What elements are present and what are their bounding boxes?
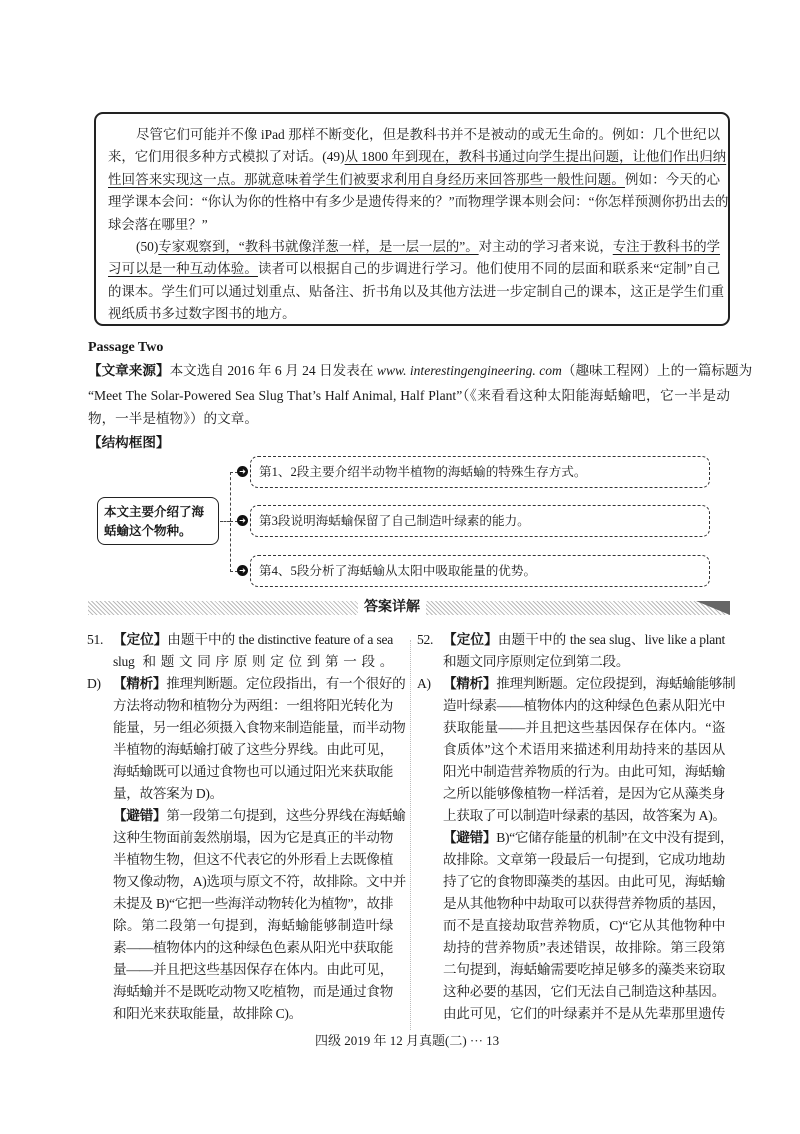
source-line	[88, 359, 753, 383]
answer-column-right	[417, 629, 736, 1025]
underlined-sentence-49: 性回答来实现这一点。那就意味着学生们被要求利用自身经历来回答那些一般性问题。	[108, 171, 625, 187]
answer-line: 劫持的营养物质”表述错误，故排除。第三段第	[443, 940, 725, 955]
answer-line: 素——植物体内的这种绿色色素从阳光中获取能	[113, 940, 393, 955]
box-line	[108, 303, 720, 325]
source-line	[88, 384, 730, 407]
passage-two-section	[88, 336, 753, 455]
answer-line	[443, 827, 734, 849]
answer-line: 方法将动物和植物分为两组：一组将阳光转化为	[113, 698, 393, 713]
underlined-sentence-50: 专家观察到，“教科书就像洋葱一样，是一层一层的”。	[158, 239, 479, 255]
section-tag: 【避错】	[113, 808, 167, 824]
text: 本文选自 2016 年 6 月 24 日发表在	[169, 363, 377, 379]
text: 由题干中的 the sea slug、live like a plant	[497, 632, 725, 647]
text: (50)	[136, 239, 159, 255]
box-line	[108, 214, 720, 236]
underlined-sentence-50: 专注于教科书的学	[612, 239, 721, 255]
answer-line: 量，故答案为 D)。	[113, 786, 223, 801]
answer-line: 这种生物面前轰然崩塌，因为它是真正的半动物	[113, 830, 393, 845]
answer-line: 食质体”这个术语用来描述利用劫持来的基因从	[443, 742, 725, 757]
section-tag: 【定位】	[113, 632, 168, 648]
underlined-sentence-50: 习可以是一种互动体验。	[108, 261, 258, 277]
answer-line: 二句提到，海蛞蝓需要吃掉足够多的藻类来窃取	[443, 962, 725, 977]
text: 尽管它们可能并不像 iPad 那样不断变化，但是教科书并不是被动的或无生命的。例如：几个世纪以	[136, 127, 720, 142]
answer-line: 和阳光来获取能量，故排除 C)。	[113, 1006, 302, 1021]
answer-line	[417, 629, 725, 651]
box-line	[108, 124, 720, 146]
connector-line	[220, 521, 230, 522]
answer-line: 半植物的海蛞蝓打破了这些分界线。由此可见，	[113, 742, 393, 757]
diagram-main-box	[97, 497, 219, 545]
section-heading: Passage Two	[88, 340, 164, 355]
answer-line: slug 和题文同序原则定位到第一段。	[113, 654, 393, 669]
banner-title: 答案详解	[358, 597, 426, 617]
answer-line: 上获取了可以制造叶绿素的基因，故答案为 A)。	[443, 808, 726, 823]
text: 读者可以根据自己的步调进行学习。他们使用不同的层面和联系来“定制”自己	[257, 261, 720, 277]
diagram-branch: 第1、2段主要介绍半动物半植物的海蛞蝓的特殊生存方式。	[250, 456, 710, 488]
box-line	[108, 169, 720, 191]
answer-line: 能量，另一组必须摄入食物来制造能量，而半动物	[113, 720, 406, 735]
answer-line: 量——并且把这些基因保存在体内。由此可见，	[113, 962, 393, 977]
answer-line: 未提及 B)“它把一些海洋动物转化为植物”，故排	[113, 896, 394, 911]
answer-line: 持了它的食物即藻类的基因。由此可见，海蛞蝓	[443, 874, 725, 889]
text: 推理判断题。定位段指出，有一个很好的	[166, 676, 406, 691]
text: 蛞蝓这个物种。	[104, 523, 192, 538]
answer-line	[417, 673, 736, 695]
answer-line: 物又像动物，A)选项与原文不符，故排除。文中并	[113, 874, 406, 889]
section-tag: 【精析】	[443, 676, 497, 692]
answer-line: 半植物生物，但这不代表它的外形看上去既像植	[113, 852, 393, 867]
answer-line: 由此可见，它们的叶绿素并不是从先辈那里遗传	[443, 1006, 725, 1021]
section-tag: 【精析】	[113, 676, 167, 692]
text: 推理判断题。定位段提到，海蛞蝓能够制	[496, 676, 736, 691]
text: 的课本。学生们可以通过划重点、贴备注、折书角以及其他方法进一步定制自己的课本，这正是学生们重	[108, 283, 724, 299]
answer-line: 海蛞蝓并不是既吃动物又吃植物，而是通过食物	[113, 984, 393, 999]
page-footer	[315, 1032, 499, 1050]
question-number: D)	[87, 676, 101, 691]
translation-box	[94, 112, 730, 326]
question-number: 52.	[417, 632, 434, 647]
arrow-right-icon: ➜	[237, 466, 248, 477]
text: （趣味工程网）上的一篇标题为	[561, 363, 753, 379]
section-tag: 【定位】	[443, 632, 498, 648]
box-line	[108, 258, 720, 280]
text: 来，它们用很多种方式模拟了对话。(49)	[108, 149, 345, 165]
text: 第一段第二句提到，这些分界线在海蛞蝓	[166, 808, 406, 823]
section-tag: 【避错】	[443, 830, 497, 846]
arrow-right-icon: ➜	[237, 565, 248, 576]
diagram-branch: 第3段说明海蛞蝓保留了自己制造叶绿素的能力。	[250, 505, 710, 537]
question-number: 51.	[87, 632, 104, 647]
answer-line: 造叶绿素——植物体内的这种绿色色素从阳光中	[443, 698, 725, 713]
column-divider	[410, 640, 411, 1030]
source-label: 【文章来源】	[88, 363, 170, 380]
text: 本文主要介绍了海	[104, 504, 205, 519]
answer-column-left	[87, 629, 406, 1025]
answer-line: 和题文同序原则定位到第二段。	[443, 654, 630, 669]
answer-line: 是从其他物种中劫取可以获得营养物质的基因，	[443, 896, 725, 911]
answer-line: 而不是直接劫取营养物质，C)“它从其他物种中	[443, 918, 725, 933]
answer-line: 这种必要的基因，它们无法自己制造这种基因。	[443, 984, 725, 999]
answer-line: 除。第二段第一句提到，海蛞蝓能够制造叶绿	[113, 918, 393, 933]
answer-line: 海蛞蝓既可以通过食物也可以通过阳光来获取能	[113, 764, 393, 779]
answer-line	[113, 805, 406, 827]
answer-line: 之所以能够像植物一样活着，是因为它从藻类身	[443, 786, 725, 801]
text: 球会落在哪里？”	[108, 216, 208, 232]
text: 理学课本会问：“你认为你的性格中有多少是遗传得来的？”而物理学课本则会问：“你怎样预测你扔出去的	[108, 194, 729, 210]
text: 由题干中的 the distinctive feature of a sea	[167, 632, 393, 647]
footer-dots: ···	[466, 1033, 487, 1048]
box-line	[108, 191, 729, 213]
question-number: A)	[417, 676, 431, 691]
text: 对主动的学习者来说，	[478, 239, 613, 255]
box-line	[108, 236, 720, 258]
answer-line: 阳光中制造营养物质的行为。由此可知，海蛞蝓	[443, 764, 725, 779]
text: 视纸质书多过数字图书的地方。	[108, 306, 296, 322]
answer-line: 故排除。文章第一段最后一句提到，它成功地劫	[443, 852, 725, 867]
underlined-sentence-49: 从 1800 年到现在，教科书通过向学生提出问题，让他们作出归纳	[344, 149, 727, 165]
answer-line	[87, 629, 393, 651]
text: B)“它储存能量的机制”在文中没有提到，	[496, 830, 734, 845]
answer-line	[87, 673, 406, 695]
text: 物，一半是植物》）的文章。	[88, 411, 258, 427]
triangle-decoration-icon	[696, 601, 730, 615]
footer-title: 四级 2019 年 12 月真题(二)	[315, 1033, 467, 1048]
connector-line	[230, 472, 231, 572]
answer-banner	[88, 601, 730, 615]
text: 例如：今天的心	[624, 171, 721, 187]
source-site: www. interestingengineering. com	[376, 363, 562, 379]
box-line	[108, 281, 724, 303]
source-line	[88, 407, 730, 430]
box-line	[108, 146, 727, 168]
text: “Meet The Solar-Powered Sea Slug That’s Half Animal, Half Plant”（《来看看这种太阳能海蛞蝓吧，它一半是动	[88, 387, 730, 403]
answer-line: 获取能量——并且把这些基因保存在体内。“盗	[443, 720, 725, 735]
structure-label: 【结构框图】	[88, 434, 170, 451]
diagram-branch: 第4、5段分析了海蛞蝓从太阳中吸取能量的优势。	[250, 555, 710, 587]
arrow-right-icon: ➜	[237, 515, 248, 526]
page-number: 13	[486, 1033, 500, 1048]
